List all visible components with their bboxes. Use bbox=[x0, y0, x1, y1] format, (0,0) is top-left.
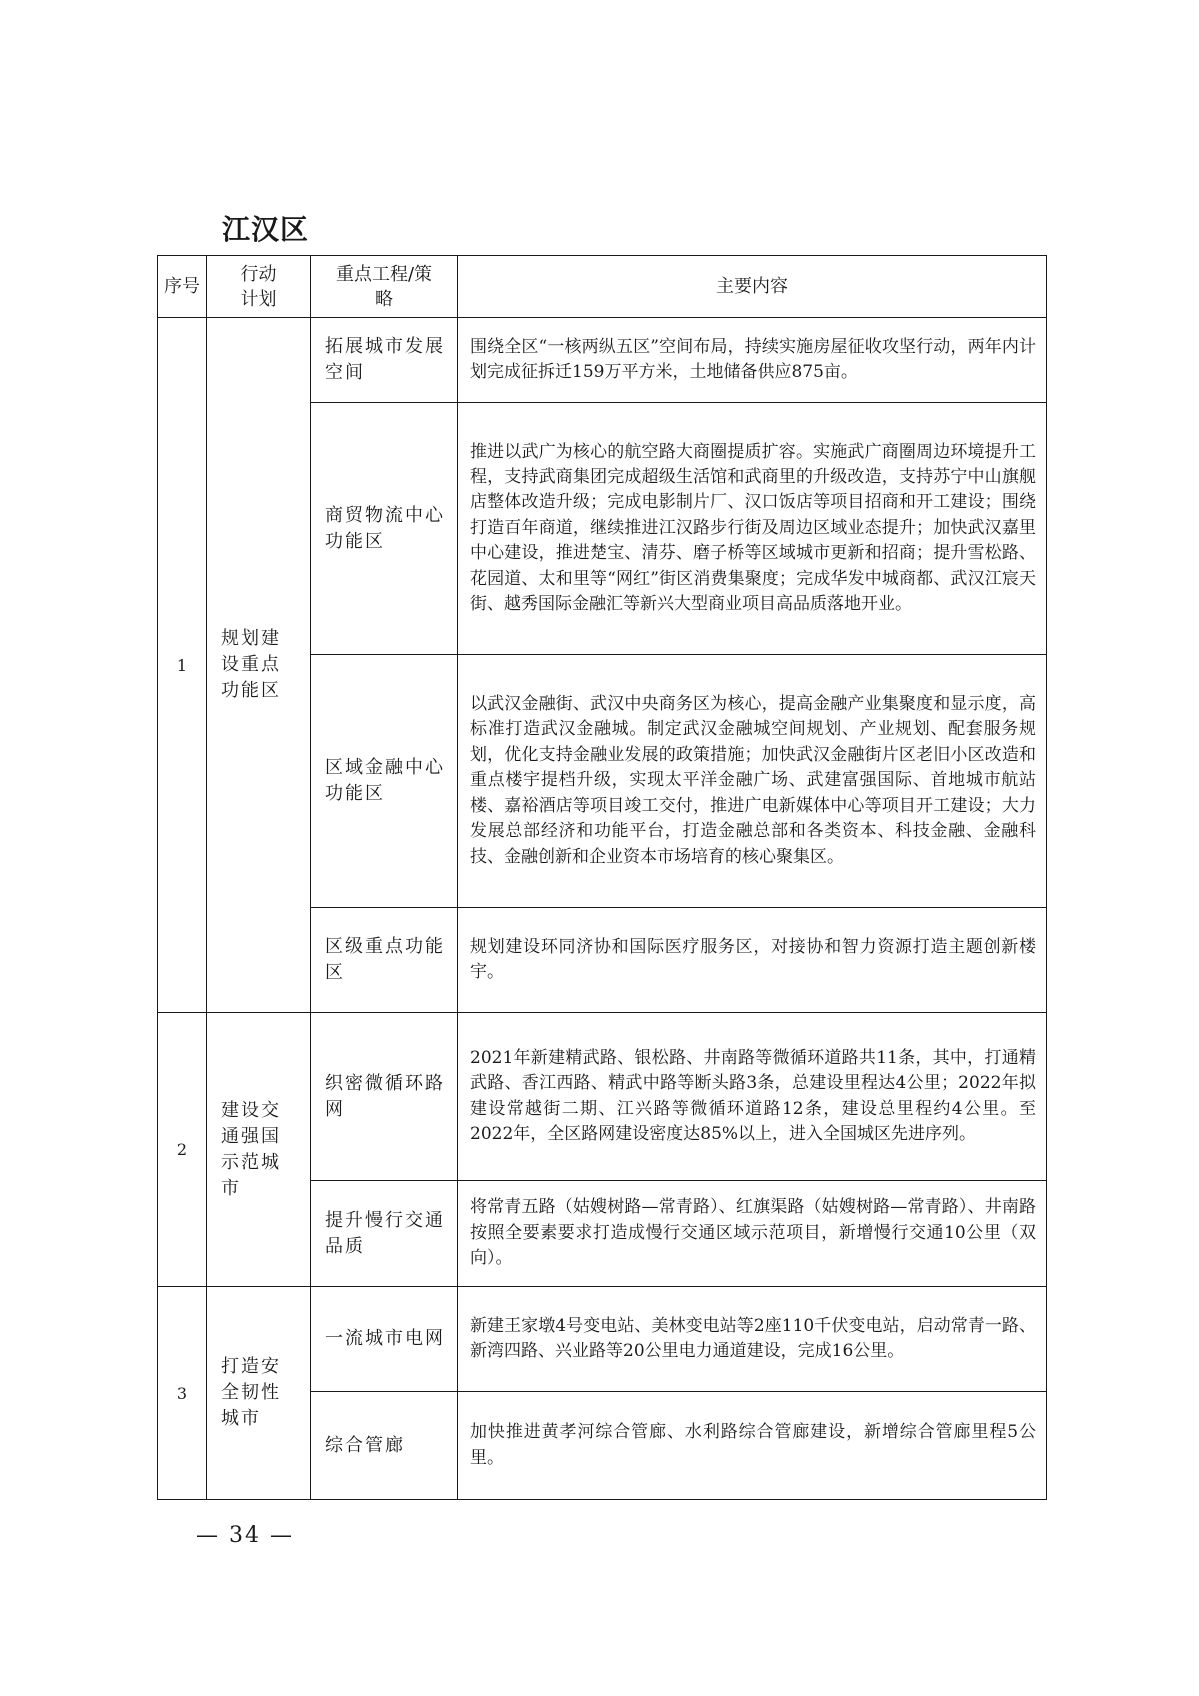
action-plan-cell: 打造安全韧性城市 bbox=[207, 1287, 311, 1500]
header-action-plan: 行动计划 bbox=[207, 256, 311, 318]
project-cell: 综合管廊 bbox=[311, 1392, 458, 1500]
seq-cell: 1 bbox=[158, 318, 207, 1013]
project-cell: 商贸物流中心功能区 bbox=[311, 403, 458, 655]
content-cell: 推进以武广为核心的航空路大商圈提质扩容。实施武广商圈周边环境提升工程，支持武商集团完成超级生活馆和武商里的升级改造，支持苏宁中山旗舰店整体改造升级；完成电影制片厂、汉口饭店等项目招商和开工建设；围绕打造百年商道，继续推进江汉路步行街及周边区域业态提升；加快武汉嘉里中心建设，推进楚宝、清芬、磨子桥等区域城市更新和招商；提升雪松路、花园道、太和里等“网红”街区消费集聚度；完成华发中城商都、武汉江宸天街、越秀国际金融汇等新兴大型商业项目高品质落地开业。 bbox=[458, 403, 1047, 655]
content-cell: 加快推进黄孝河综合管廊、水利路综合管廊建设，新增综合管廊里程5公里。 bbox=[458, 1392, 1047, 1500]
table-row bbox=[158, 318, 1047, 403]
content-cell: 将常青五路（姑嫂树路—常青路）、红旗渠路（姑嫂树路—常青路）、井南路按照全要素要求打造成慢行交通区域示范项目，新增慢行交通10公里（双向）。 bbox=[458, 1181, 1047, 1287]
district-title: 江汉区 bbox=[222, 213, 310, 246]
header-project: 重点工程/策略 bbox=[311, 256, 458, 318]
action-plan-cell: 建设交通强国示范城市 bbox=[207, 1013, 311, 1287]
header-row bbox=[158, 256, 1047, 318]
project-cell: 织密微循环路网 bbox=[311, 1013, 458, 1181]
action-plan-cell: 规划建设重点功能区 bbox=[207, 318, 311, 1013]
page-number: — 34 — bbox=[196, 1523, 294, 1548]
seq-cell: 2 bbox=[158, 1013, 207, 1287]
project-cell: 区域金融中心功能区 bbox=[311, 655, 458, 908]
content-cell: 规划建设环同济协和国际医疗服务区，对接协和智力资源打造主题创新楼宇。 bbox=[458, 908, 1047, 1013]
seq-cell: 3 bbox=[158, 1287, 207, 1500]
content-cell: 围绕全区“一核两纵五区”空间布局，持续实施房屋征收攻坚行动，两年内计划完成征拆迁159万平方米，土地储备供应875亩。 bbox=[458, 318, 1047, 403]
project-cell: 拓展城市发展空间 bbox=[311, 318, 458, 403]
action-plan-table bbox=[157, 255, 1047, 1500]
content-cell: 新建王家墩4号变电站、美林变电站等2座110千伏变电站，启动常青一路、新湾四路、兴业路等20公里电力通道建设，完成16公里。 bbox=[458, 1287, 1047, 1392]
header-content: 主要内容 bbox=[458, 256, 1047, 318]
content-cell: 以武汉金融街、武汉中央商务区为核心，提高金融产业集聚度和显示度，高标准打造武汉金融城。制定武汉金融城空间规划、产业规划、配套服务规划，优化支持金融业发展的政策措施；加快武汉金融街片区老旧小区改造和重点楼宇提档升级，实现太平洋金融广场、武建富强国际、首地城市航站楼、嘉裕酒店等项目竣工交付，推进广电新媒体中心等项目开工建设；大力发展总部经济和功能平台，打造金融总部和各类资本、科技金融、金融科技、金融创新和企业资本市场培育的核心聚集区。 bbox=[458, 655, 1047, 908]
content-cell: 2021年新建精武路、银松路、井南路等微循环道路共11条，其中，打通精武路、香江西路、精武中路等断头路3条，总建设里程达4公里；2022年拟建设常越街二期、江兴路等微循环道路12条，建设总里程约4公里。至2022年，全区路网建设密度达85%以上，进入全国城区先进序列。 bbox=[458, 1013, 1047, 1181]
project-cell: 一流城市电网 bbox=[311, 1287, 458, 1392]
table-row bbox=[158, 1287, 1047, 1392]
project-cell: 提升慢行交通品质 bbox=[311, 1181, 458, 1287]
table-row bbox=[158, 1013, 1047, 1181]
header-seq: 序号 bbox=[158, 256, 207, 318]
project-cell: 区级重点功能区 bbox=[311, 908, 458, 1013]
